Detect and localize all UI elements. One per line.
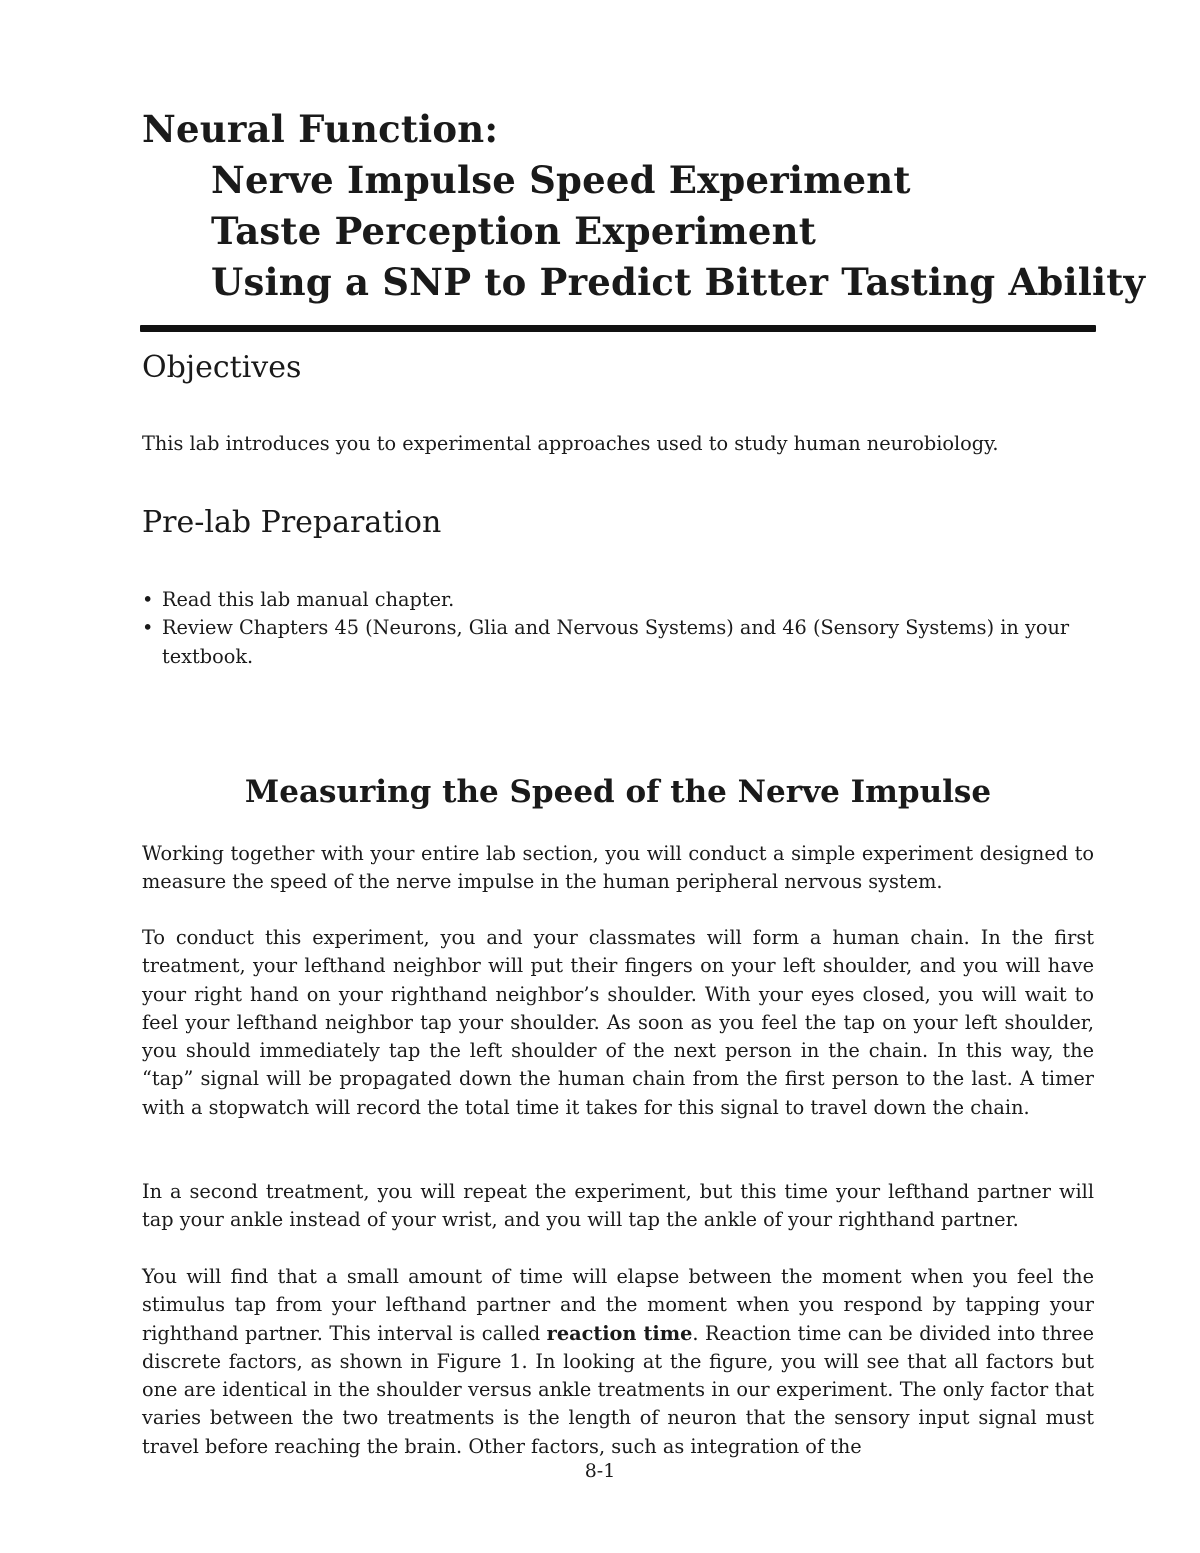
subtitle-2: Taste Perception Experiment	[211, 209, 817, 253]
subtitle-3: Using a SNP to Predict Bitter Tasting Ability	[211, 260, 1146, 304]
prelab-item-2: Review Chapters 45 (Neurons, Glia and Nervous Systems) and 46 (Sensory Systems) in your textbook.	[162, 616, 1070, 668]
title-divider	[140, 325, 1096, 332]
paragraph-4	[142, 1263, 1094, 1461]
bullet-icon: •	[142, 616, 154, 640]
subtitle-1: Nerve Impulse Speed Experiment	[211, 158, 911, 202]
page-number: 8-1	[584, 1460, 616, 1482]
objectives-heading: Objectives	[142, 350, 302, 385]
section-heading: Measuring the Speed of the Nerve Impulse	[244, 774, 992, 810]
paragraph-1: Working together with your entire lab section, you will conduct a simple experiment designed to measure the speed of the nerve impulse in the human peripheral nervous system.	[142, 842, 1094, 894]
prelab-list	[142, 586, 1094, 671]
objectives-text: This lab introduces you to experimental approaches used to study human neurobiology.	[142, 432, 999, 455]
paragraph-3: In a second treatment, you will repeat the experiment, but this time your lefthand partner will tap your ankle instead of your wrist, and you will tap the ankle of your righthand partner.	[142, 1180, 1094, 1232]
list-item	[142, 614, 1094, 671]
prelab-item-1: Read this lab manual chapter.	[162, 588, 455, 611]
main-title: Neural Function:	[142, 107, 499, 151]
prelab-heading: Pre-lab Preparation	[142, 505, 442, 540]
paragraph-4-rest: . Reaction time can be divided into three discrete factors, as shown in Figure 1. In looking at the figure, you will see that all factors but one are identical in the shoulder versus ankle treatments in our experiment. The only factor that varies between the two treatments is the length of neuron that the sensory input signal must travel before reaching the brain. Other factors, such as integration of the	[142, 1321, 1094, 1458]
title-block	[142, 104, 1145, 308]
reaction-time-term: reaction time	[546, 1321, 693, 1345]
bullet-icon: •	[142, 588, 154, 611]
list-item	[142, 586, 1094, 614]
paragraph-4-start: You will find that a small amount of time will elapse between the moment when you feel the stimulus tap from your lefthand partner and the moment when you respond by tapping your righthand partner. This interval is called	[142, 1265, 1094, 1345]
paragraph-2: To conduct this experiment, you and your classmates will form a human chain. In the first treatment, your lefthand neighbor will put their fingers on your left shoulder, and you will have your right hand on your righthand neighbor’s shoulder. With your eyes closed, you will wait to feel your lefthand neighbor tap your shoulder. As soon as you feel the tap on your left shoulder, you should immediately tap the left shoulder of the next person in the chain. In this way, the “tap” signal will be propagated down the human chain from the first person to the last. A timer with a stopwatch will record the total time it takes for this signal to travel down the chain.	[142, 926, 1094, 1119]
